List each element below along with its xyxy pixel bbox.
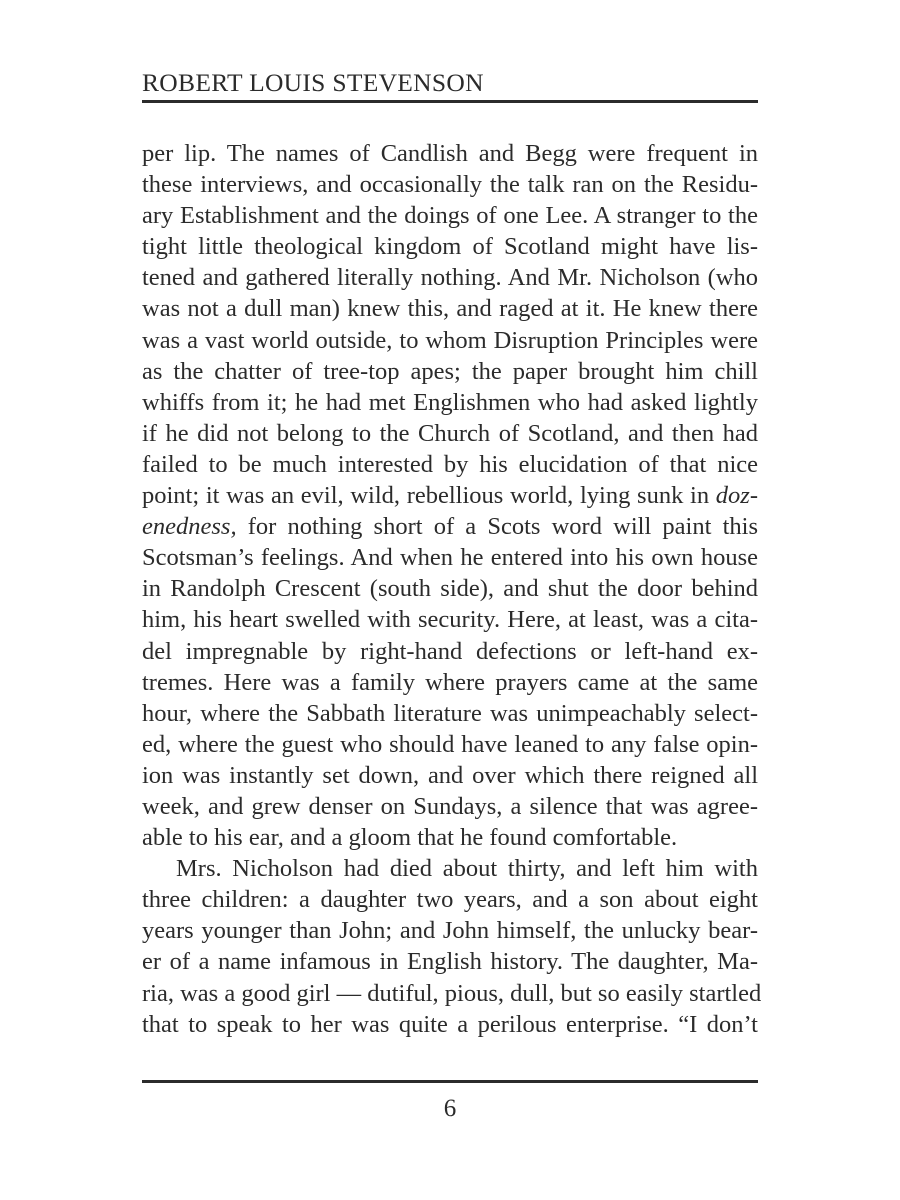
- text-line: him, his heart swelled with security. Here, at least, was a cita-: [142, 606, 758, 634]
- text-line: was not a dull man) knew this, and raged at it. He knew there: [142, 295, 758, 323]
- text-line: del impregnable by right-hand defections or left-hand ex-: [142, 637, 758, 665]
- paragraph-2: [142, 853, 762, 1040]
- running-header: ROBERT LOUIS STEVENSON: [142, 68, 484, 97]
- paragraph-1: [142, 138, 758, 853]
- text-line: tight little theological kingdom of Scotland might have lis-: [142, 233, 758, 261]
- text-line: ria, was a good girl — dutiful, pious, dull, but so easily startled: [142, 979, 762, 1007]
- text-line: years younger than John; and John himself, the unlucky bear-: [142, 917, 758, 945]
- italic-word: enedness,: [142, 513, 237, 541]
- text-line: failed to be much interested by his elucidation of that nice: [142, 450, 758, 478]
- text-line: three children: a daughter two years, and a son about eight: [142, 886, 758, 914]
- text-line: point; it was an evil, wild, rebellious world, lying sunk in doz-: [142, 482, 758, 510]
- footer-rule: [142, 1080, 758, 1083]
- header-rule: [142, 100, 758, 103]
- italic-word: doz-: [715, 482, 758, 510]
- text-line: whiffs from it; he had met Englishmen who had asked lightly: [142, 388, 758, 416]
- text-line: er of a name infamous in English history. The daughter, Ma-: [142, 948, 758, 976]
- text-line: hour, where the Sabbath literature was unimpeachably select-: [142, 699, 758, 727]
- text-line: that to speak to her was quite a perilous enterprise. “I don’t: [142, 1010, 758, 1038]
- text-line: in Randolph Crescent (south side), and shut the door behind: [142, 575, 758, 603]
- text-line: was a vast world outside, to whom Disruption Principles were: [142, 326, 758, 354]
- text-line: Scotsman’s feelings. And when he entered into his own house: [142, 544, 758, 572]
- text-line: as the chatter of tree-top apes; the paper brought him chill: [142, 357, 758, 385]
- text-line: if he did not belong to the Church of Scotland, and then had: [142, 419, 758, 447]
- text-line: ed, where the guest who should have leaned to any false opin-: [142, 730, 758, 758]
- text-line: tremes. Here was a family where prayers came at the same: [142, 668, 758, 696]
- text-line: ary Establishment and the doings of one Lee. A stranger to the: [142, 202, 758, 230]
- text-line: enedness, for nothing short of a Scots word will paint this: [142, 513, 758, 541]
- text-line: tened and gathered literally nothing. And Mr. Nicholson (who: [142, 264, 758, 292]
- text-line: Mrs. Nicholson had died about thirty, and left him with: [176, 855, 758, 883]
- text-line: week, and grew denser on Sundays, a silence that was agree-: [142, 792, 758, 820]
- body-text: [142, 138, 762, 1040]
- text-line: these interviews, and occasionally the talk ran on the Residu-: [142, 171, 758, 199]
- page-number: 6: [443, 1095, 457, 1122]
- text-line: able to his ear, and a gloom that he found comfortable.: [142, 824, 678, 852]
- text-line: per lip. The names of Candlish and Begg were frequent in: [142, 140, 758, 167]
- text-line: ion was instantly set down, and over which there reigned all: [142, 761, 758, 789]
